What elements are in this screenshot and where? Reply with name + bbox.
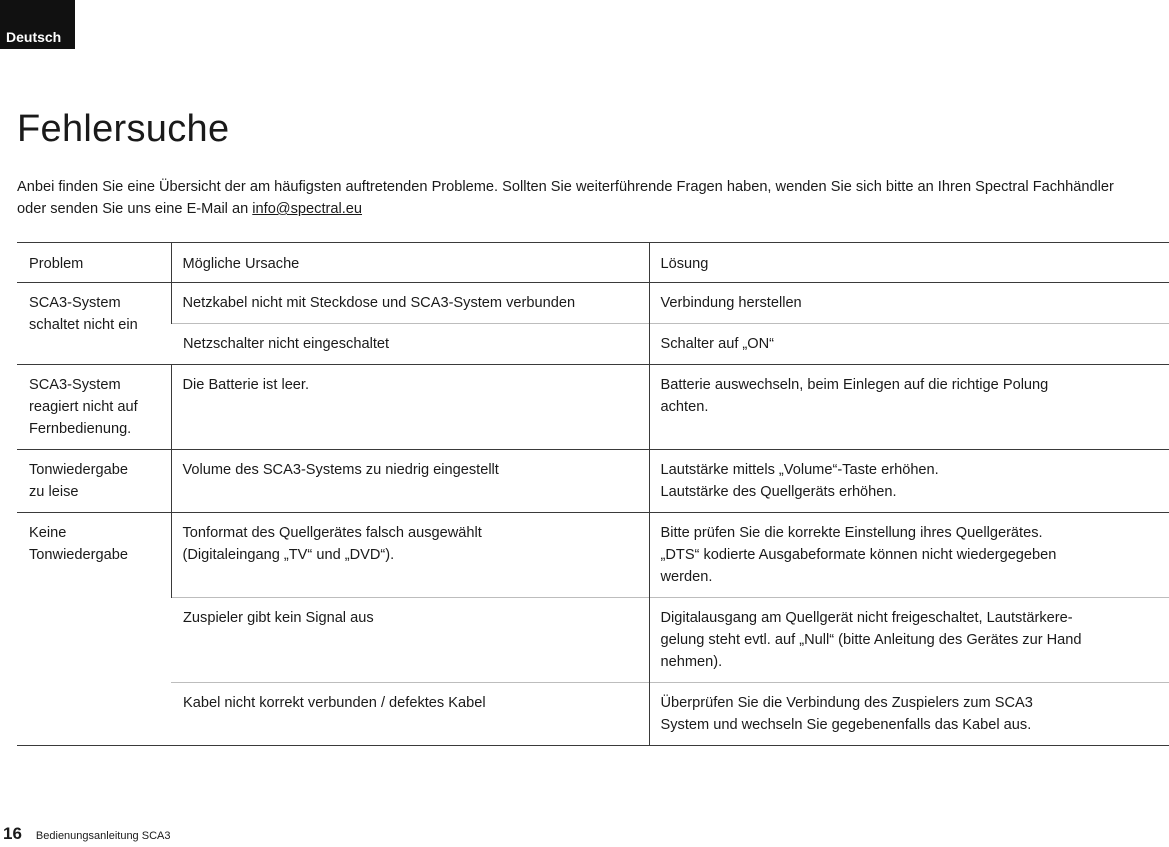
cause-text: Volume des SCA3-Systems zu niedrig eingestellt (182, 462, 499, 478)
solution-text: Bitte prüfen Sie die korrekte Einstellung ihres Quellgerätes. „DTS“ kodierte Ausgabeformate können nicht wiedergegeben werden. (660, 525, 1057, 585)
problem-text: Keine Tonwiedergabe (29, 525, 128, 563)
solution-text: Schalter auf „ON“ (660, 336, 775, 352)
solution-text: Digitalausgang am Quellgerät nicht freigeschaltet, Lautstärkere- gelung steht evtl. auf „Null“ (bitte Anleitung des Gerätes zur Hand nehmen). (660, 610, 1082, 670)
solution-text: Lautstärke mittels „Volume“-Taste erhöhen. Lautstärke des Quellgeräts erhöhen. (660, 462, 939, 500)
email-link[interactable]: info@spectral.eu (252, 201, 363, 217)
solution-text: Verbindung herstellen (660, 295, 802, 311)
cause-text: Kabel nicht korrekt verbunden / defektes Kabel (183, 695, 486, 711)
solution-cell (649, 450, 1169, 513)
intro-paragraph (17, 176, 1137, 220)
problem-text: SCA3-System schaltet nicht ein (29, 295, 138, 333)
page-footer (3, 824, 170, 844)
table-row (17, 324, 1169, 365)
solution-text: Batterie auswechseln, beim Einlegen auf die richtige Polung achten. (660, 377, 1049, 415)
problem-cell (17, 450, 171, 513)
table-header-row (17, 243, 1169, 283)
header-cause: Mögliche Ursache (171, 243, 649, 283)
problem-cell (17, 513, 171, 746)
cause-cell (171, 283, 649, 324)
table-body (17, 243, 1169, 746)
solution-cell (649, 513, 1169, 598)
cause-cell (171, 365, 649, 450)
cause-text: Die Batterie ist leer. (182, 377, 310, 393)
cause-cell (171, 513, 649, 598)
problem-text: Tonwiedergabe zu leise (29, 462, 128, 500)
intro-text: Anbei finden Sie eine Übersicht der am häufigsten auftretenden Probleme. Sollten Sie weiterführende Fragen haben, wenden Sie sich bitte an Ihren Spectral Fachhändler oder senden Sie uns eine E-Mail an (17, 179, 1114, 217)
header-solution: Lösung (649, 243, 1169, 283)
cause-cell (171, 324, 649, 365)
problem-cell (17, 283, 171, 365)
header-problem: Problem (17, 243, 171, 283)
solution-cell (649, 598, 1169, 683)
document-name: Bedienungsanleitung SCA3 (35, 830, 171, 842)
table-row (17, 513, 1169, 598)
table-row (17, 598, 1169, 683)
cause-cell (171, 598, 649, 683)
solution-cell (649, 283, 1169, 324)
problem-text: SCA3-System reagiert nicht auf Fernbedienung. (29, 377, 138, 437)
page-number: 16 (3, 824, 22, 843)
solution-cell (649, 683, 1169, 746)
table-row (17, 283, 1169, 324)
table-row (17, 683, 1169, 746)
problem-cell (17, 365, 171, 450)
cause-text: Netzkabel nicht mit Steckdose und SCA3-System verbunden (182, 295, 576, 311)
solution-text: Überprüfen Sie die Verbindung des Zuspielers zum SCA3 System und wechseln Sie gegebenenfalls das Kabel aus. (660, 695, 1033, 733)
cause-text: Tonformat des Quellgerätes falsch ausgewählt (Digitaleingang „TV“ und „DVD“). (182, 525, 482, 563)
solution-cell (649, 324, 1169, 365)
cause-text: Netzschalter nicht eingeschaltet (183, 336, 390, 352)
page-title: Fehlersuche (17, 108, 230, 150)
cause-cell (171, 683, 649, 746)
language-tab: Deutsch (0, 0, 75, 49)
table-row (17, 450, 1169, 513)
solution-cell (649, 365, 1169, 450)
cause-text: Zuspieler gibt kein Signal aus (183, 610, 374, 626)
troubleshooting-table (17, 242, 1169, 746)
cause-cell (171, 450, 649, 513)
table-row (17, 365, 1169, 450)
